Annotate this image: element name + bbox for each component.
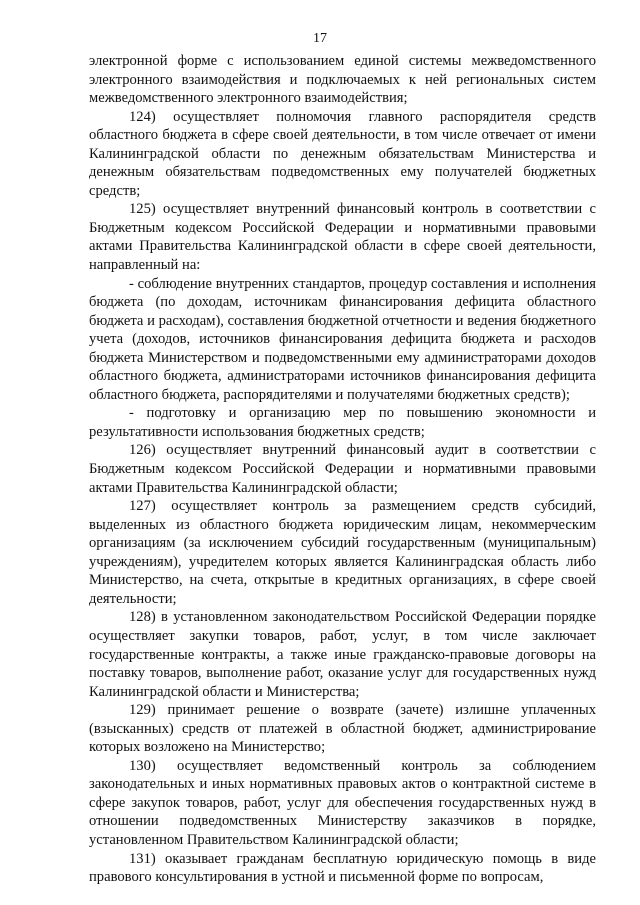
- paragraph-124: 124) осуществляет полномочия главного распорядителя средств областного бюджета в сфере своей деятельности, в том числе отвечает от имени Калининградской области по денежным обязательствам Министерства и денежным обязательствам подведомственных ему получателей бюджетных средств;: [89, 108, 596, 199]
- paragraph-131: 131) оказывает гражданам бесплатную юридическую помощь в виде правового консультирования в устной и письменной форме по вопросам,: [89, 850, 596, 886]
- paragraph-126: 126) осуществляет внутренний финансовый аудит в соответствии с Бюджетным кодексом Российской Федерации и нормативными правовыми актами Правительства Калининградской области;: [89, 442, 596, 496]
- paragraph-128: 128) в установленном законодательством Российской Федерации порядке осуществляет закупки товаров, работ, услуг, в том числе заключает государственные контракты, а также иные гражданско-правовые договоры на поставку товаров, выполнение работ, оказание услуг для государственных нужд Калининградской области и Министерства;: [89, 609, 596, 700]
- paragraph-130: 130) осуществляет ведомственный контроль за соблюдением законодательных и иных нормативных правовых актов о контрактной системе в сфере закупок товаров, работ, услуг для обеспечения государственных нужд в отношении подведомственных Министерству заказчиков в порядке, установленном Правительством Калининградской области;: [89, 757, 596, 848]
- paragraph-125-item-1: - соблюдение внутренних стандартов, процедур составления и исполнения бюджета (по доходам, источникам финансирования дефицита областного бюджета и расходам), составления бюджетной отчетности и ведения бюджетного учета (доходов, источников финансирования дефицита бюджета и расходов бюджета Министерством и подведомственными ему администраторами доходов областного бюджета, администраторами источников финансирования дефицита областного бюджета, распорядителями и получателями бюджетных средств);: [89, 275, 596, 403]
- paragraph-125-item-2: - подготовку и организацию мер по повышению экономности и результативности использования бюджетных средств;: [89, 405, 596, 440]
- page-number: 17: [313, 31, 327, 46]
- document-body: [89, 52, 596, 887]
- paragraph-129: 129) принимает решение о возврате (зачете) излишне уплаченных (взысканных) средств от платежей в областной бюджет, администрирование которых возложено на Министерство;: [89, 702, 596, 756]
- paragraph-127: 127) осуществляет контроль за размещением средств субсидий, выделенных из областного бюджета юридическим лицам, некоммерческим организациям (за исключением субсидий государственным (муниципальным) учреждениям), учредителем которых является Калининградская область либо Министерство, на счета, открытые в кредитных организациях, в сфере своей деятельности;: [89, 498, 596, 607]
- paragraph-continuation: электронной форме с использованием единой системы межведомственного электронного взаимодействия и подключаемых к ней региональных систем межведомственного электронного взаимодействия;: [89, 53, 596, 107]
- paragraph-125: 125) осуществляет внутренний финансовый контроль в соответствии с Бюджетным кодексом Российской Федерации и нормативными правовыми актами Правительства Калининградской области в сфере своей деятельности, направленный на:: [89, 201, 596, 274]
